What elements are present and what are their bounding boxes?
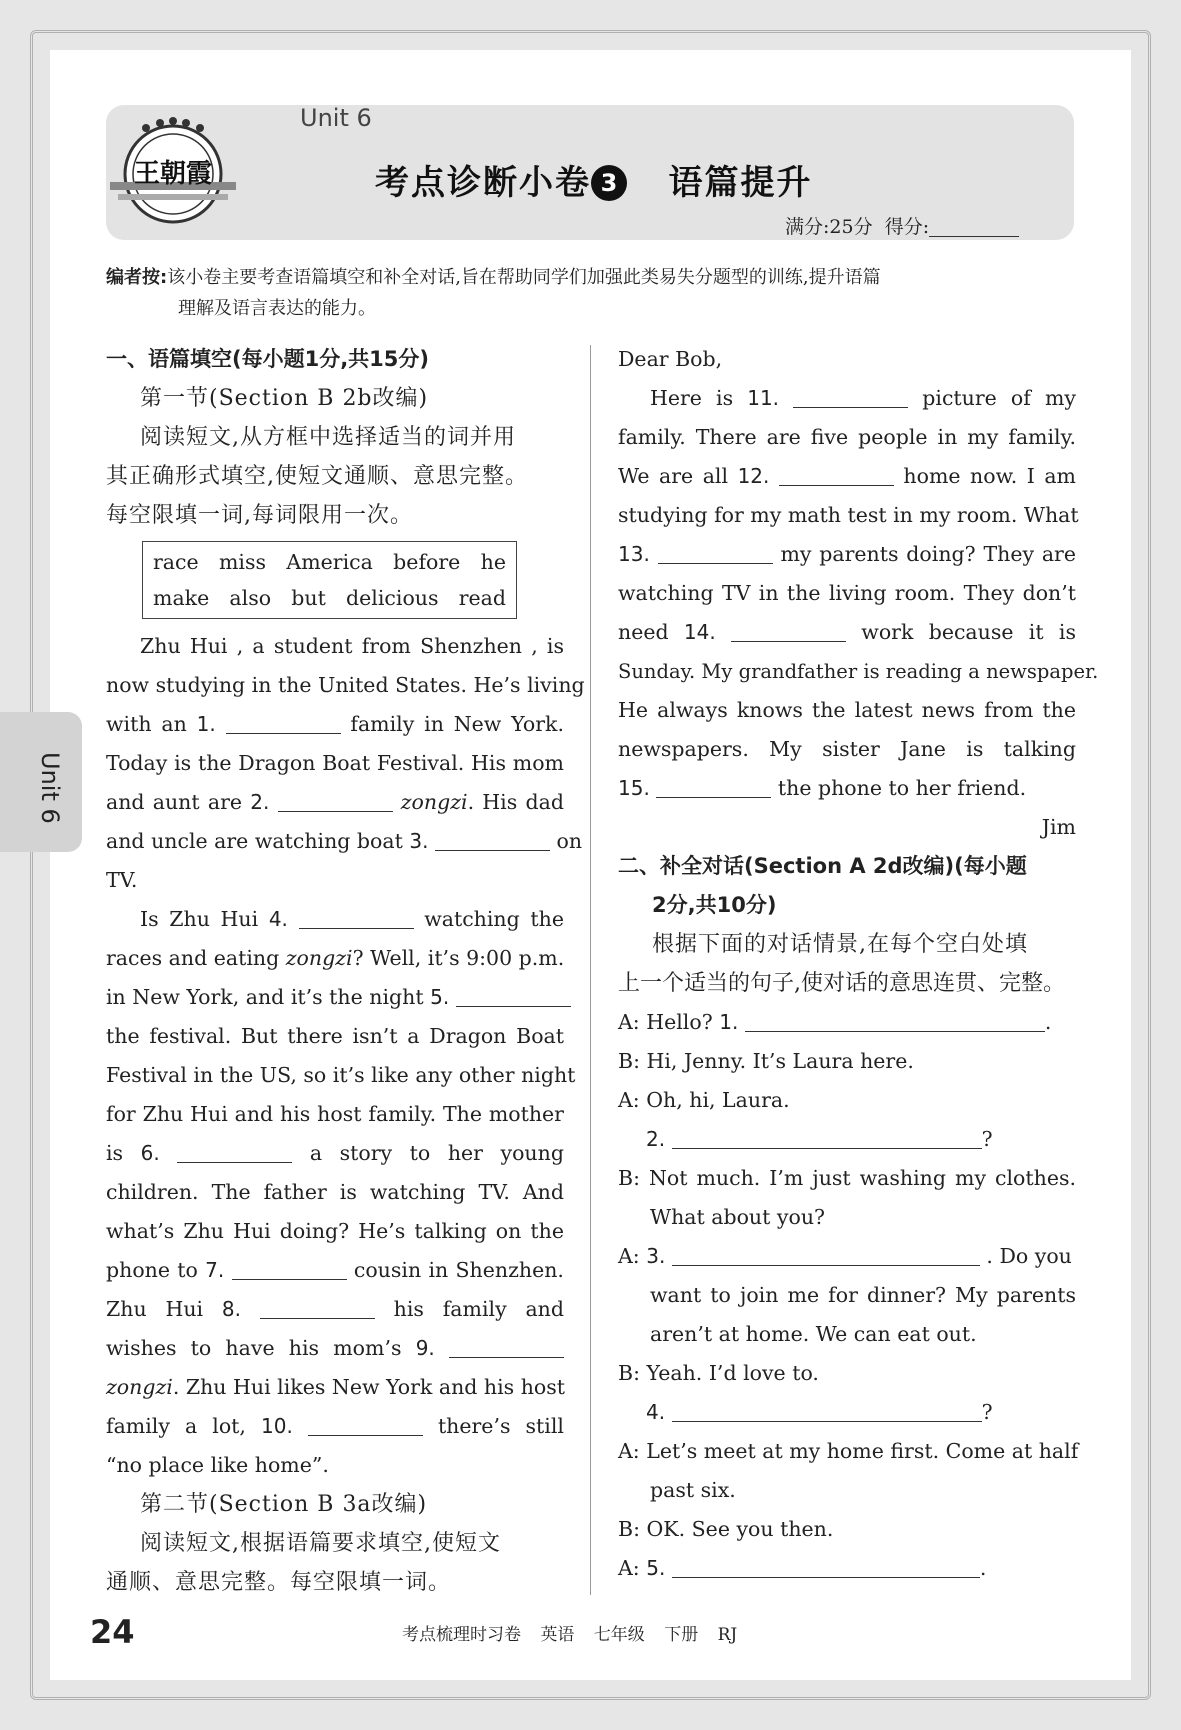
full-score: 满分:25分 (785, 216, 873, 238)
instruction-line: 阅读短文,根据语篇要求填空,使短文 (140, 1531, 501, 1556)
text: A: (618, 1556, 640, 1580)
title-suffix: 语篇提升 (668, 163, 813, 203)
answer-blank-12[interactable] (779, 465, 894, 486)
text: ? Well, it’s 9:00 p.m. (352, 946, 565, 970)
dialog-blank-2[interactable] (672, 1128, 982, 1149)
dialog-line: A: 5. . (618, 1556, 987, 1580)
answer-blank-9[interactable] (449, 1337, 564, 1358)
blank-number: 4. (268, 907, 288, 931)
text: A: Hello? (618, 1010, 713, 1034)
unit-label: Unit 6 (300, 104, 372, 132)
answer-blank-8[interactable] (260, 1298, 375, 1319)
part-heading: 第一节(Section B 2b改编) (140, 386, 429, 411)
right-column (618, 340, 1099, 1588)
dialog-line: want to join me for dinner? My parents (650, 1283, 1076, 1307)
text: home now. I am (903, 464, 1076, 488)
text: We are all (618, 464, 729, 488)
passage-line: children. The father is watching TV. And (106, 1180, 564, 1204)
title-text: 考点诊断小卷 (375, 163, 591, 203)
text: and aunt are (106, 790, 242, 814)
passage-line (106, 783, 564, 822)
side-tab-label: Unit 6 (36, 752, 64, 824)
text: watching the (424, 907, 564, 931)
text: the phone to her friend. (777, 776, 1027, 800)
passage-line: TV. (106, 868, 138, 892)
answer-blank-1[interactable] (226, 713, 341, 734)
blank-number: 10. (261, 1414, 293, 1438)
page-title (375, 155, 813, 204)
blank-number: 12. (737, 464, 770, 488)
answer-blank-13[interactable] (658, 543, 773, 564)
blank-number: 8. (221, 1297, 241, 1321)
letter-line: family. There are five people in my family. (618, 425, 1076, 449)
passage-line: Festival in the US, so it’s like any other night (106, 1063, 576, 1087)
text: with an (106, 712, 187, 736)
text: picture of my (922, 386, 1076, 410)
text: Zhu Hui (106, 1297, 204, 1321)
passage-line (106, 1329, 564, 1368)
blank-number: 5. (430, 985, 450, 1009)
passage-line (106, 1368, 564, 1407)
dialog-line: B: Not much. I’m just washing my clothes. (618, 1166, 1076, 1190)
letter-line: Sunday. My grandfather is reading a newspaper. (618, 660, 1099, 683)
answer-blank-4[interactable] (299, 908, 414, 929)
text: . Zhu Hui likes New York and his host (172, 1375, 566, 1399)
blank-number: 5. (646, 1556, 666, 1580)
instruction-line: 通顺、意思完整。每空限填一词。 (106, 1570, 452, 1595)
passage-line (106, 1134, 564, 1173)
publisher-logo (108, 112, 238, 232)
dialog-line: B: OK. See you then. (618, 1517, 834, 1541)
text: A: (618, 1244, 640, 1268)
text: in New York, and it’s the night (106, 985, 424, 1009)
answer-blank-2[interactable] (278, 791, 393, 812)
text: his family and (393, 1297, 564, 1321)
blank-number: 11. (747, 386, 780, 410)
score-line (785, 212, 1019, 239)
instruction-line: 根据下面的对话情景,在每个空白处填 (652, 932, 1028, 957)
dialog-line: B: Yeah. I’d love to. (618, 1361, 819, 1385)
text: family in New York. (350, 712, 564, 736)
answer-blank-3[interactable] (435, 830, 550, 851)
instruction-line: 上一个适当的句子,使对话的意思连贯、完整。 (618, 971, 1065, 996)
answer-blank-11[interactable] (793, 387, 908, 408)
text: a story to her young (309, 1141, 564, 1165)
text: . Do you (986, 1244, 1072, 1268)
blank-number: 3. (409, 829, 429, 853)
section-heading: 二、补全对话(Section A 2d改编)(每小题 (618, 854, 1027, 878)
passage-line (106, 1251, 564, 1290)
blank-number: 4. (646, 1400, 666, 1424)
text: phone to (106, 1258, 198, 1282)
passage-line: what’s Zhu Hui doing? He’s talking on the (106, 1219, 564, 1243)
dialog-blank-3[interactable] (672, 1245, 980, 1266)
letter-signature: Jim (1041, 815, 1076, 839)
title-number-badge: 3 (591, 165, 627, 201)
letter-line: watching TV in the living room. They don’t (618, 581, 1076, 605)
text: and uncle are watching boat (106, 829, 403, 853)
passage-line (106, 705, 564, 744)
dialog-line: B: Hi, Jenny. It’s Laura here. (618, 1049, 914, 1073)
passage-line: the festival. But there isn’t a Dragon Boat (106, 1024, 564, 1048)
letter-line (618, 535, 1076, 574)
text: work because it is (861, 620, 1076, 644)
passage-line (106, 978, 564, 1017)
blank-number: 1. (719, 1010, 739, 1034)
note-label: 编者按: (106, 267, 168, 288)
text: zongzi (285, 946, 353, 970)
blank-number: 2. (250, 790, 270, 814)
blank-number: 15. (618, 776, 650, 800)
dialog-line: 4. ? (646, 1400, 993, 1424)
word-box (142, 541, 517, 619)
page-number: 24 (90, 1613, 135, 1651)
text: Is Zhu Hui (140, 907, 259, 931)
text: there’s still (437, 1414, 564, 1438)
blank-number: 9. (415, 1336, 435, 1360)
passage-line (106, 1290, 564, 1329)
letter-line: newspapers. My sister Jane is talking (618, 737, 1076, 761)
dialog-line: A: Hello? 1. . (618, 1010, 1052, 1034)
text: need (618, 620, 669, 644)
answer-blank-15[interactable] (656, 777, 771, 798)
dialog-line: A: Oh, hi, Laura. (618, 1088, 790, 1112)
section-heading: 2分,共10分) (652, 893, 777, 917)
letter-line: He always knows the latest news from the (618, 698, 1076, 722)
letter-line (618, 769, 1076, 808)
dialog-line: 2. ? (646, 1127, 993, 1151)
text: zongzi (106, 1375, 173, 1399)
score-blank[interactable] (929, 218, 1019, 237)
score-label: 得分: (884, 216, 930, 238)
part-heading: 第二节(Section B 3a改编) (140, 1492, 428, 1517)
answer-blank-14[interactable] (731, 621, 846, 642)
letter-greeting: Dear Bob, (618, 347, 723, 371)
answer-blank-6[interactable] (177, 1142, 292, 1163)
passage-line (106, 939, 564, 978)
column-divider (590, 345, 591, 1595)
dialog-line: aren’t at home. We can eat out. (650, 1322, 977, 1346)
text: is (106, 1141, 124, 1165)
word-box-row: race miss America before he (153, 550, 506, 574)
passage-line (106, 900, 564, 939)
instruction-line: 其正确形式填空,使短文通顺、意思完整。 (106, 464, 528, 489)
section-heading: 一、语篇填空(每小题1分,共15分) (106, 347, 430, 371)
editor-note (106, 262, 1076, 324)
blank-number: 13. (618, 542, 650, 566)
blank-number: 2. (646, 1127, 666, 1151)
dialog-line: past six. (650, 1478, 736, 1502)
letter-line (618, 379, 1076, 418)
word-box-row: make also but delicious read (153, 586, 506, 610)
blank-number: 1. (196, 712, 216, 736)
passage-line: Today is the Dragon Boat Festival. His mom (106, 751, 564, 775)
dialog-line: What about you? (650, 1205, 826, 1229)
letter-line: studying for my math test in my room. What (618, 503, 1079, 527)
instruction-line: 每空限填一词,每词限用一次。 (106, 503, 413, 528)
answer-blank-10[interactable] (308, 1415, 423, 1436)
answer-blank-5[interactable] (456, 986, 571, 1007)
text: . His dad (467, 790, 564, 814)
instruction-line: 阅读短文,从方框中选择适当的词并用 (140, 425, 516, 450)
note-line: 理解及语言表达的能力。 (178, 298, 376, 319)
text: Here is (650, 386, 734, 410)
blank-number: 7. (205, 1258, 225, 1282)
logo-text: 王朝霞 (133, 159, 213, 189)
footer-text: 考点梳理时习卷 英语 七年级 下册 RJ (402, 1625, 738, 1645)
text: on (556, 829, 583, 853)
passage-line: “no place like home”. (106, 1453, 329, 1477)
dialog-line: A: Let’s meet at my home first. Come at half (618, 1439, 1079, 1463)
text: my parents doing? They are (780, 542, 1076, 566)
text: wishes to have his mom’s (106, 1336, 402, 1360)
passage-line: Zhu Hui , a student from Shenzhen , is (140, 634, 564, 658)
blank-number: 6. (140, 1141, 160, 1165)
left-column (106, 340, 585, 1602)
dialog-blank-4[interactable] (672, 1401, 982, 1422)
dialog-blank-1[interactable] (745, 1011, 1045, 1032)
letter-line (618, 457, 1076, 496)
side-unit-tab (0, 712, 82, 852)
blank-number: 14. (683, 620, 716, 644)
text: family a lot, (106, 1414, 246, 1438)
passage-line: now studying in the United States. He’s living (106, 673, 585, 697)
blank-number: 3. (646, 1244, 666, 1268)
answer-blank-7[interactable] (232, 1259, 347, 1280)
letter-line (618, 613, 1076, 652)
text: races and eating (106, 946, 280, 970)
passage-line: for Zhu Hui and his host family. The mother (106, 1102, 564, 1126)
passage-line (106, 1407, 564, 1446)
note-line: 该小卷主要考查语篇填空和补全对话,旨在帮助同学们加强此类易失分题型的训练,提升语篇 (167, 267, 881, 288)
dialog-blank-5[interactable] (672, 1557, 980, 1578)
text: zongzi (400, 790, 468, 814)
text: cousin in Shenzhen. (353, 1258, 564, 1282)
passage-line (106, 822, 583, 861)
dialog-line (618, 1237, 1076, 1276)
